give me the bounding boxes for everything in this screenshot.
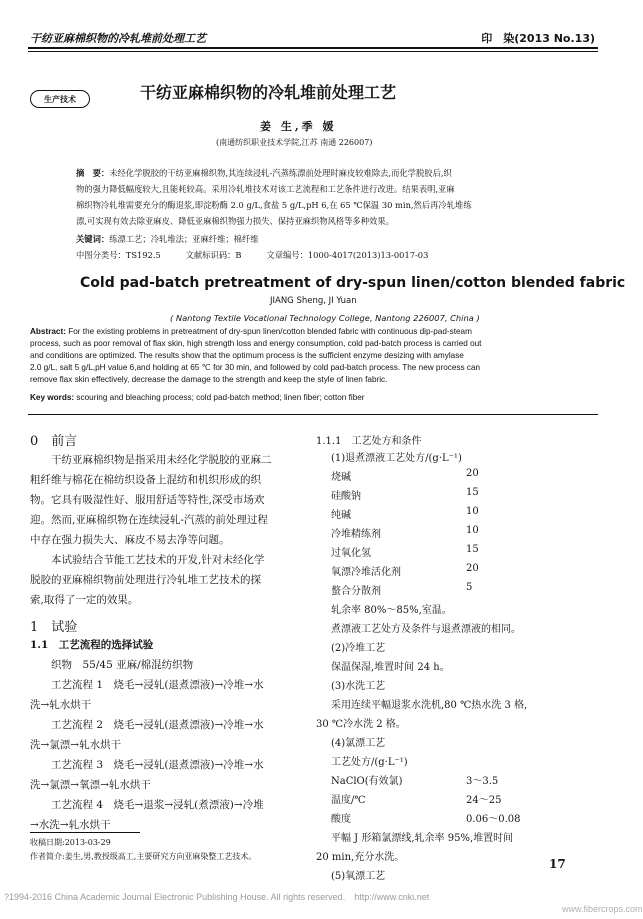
recipe-item-name: 过氧化氢 — [331, 548, 371, 559]
received-date: 收稿日期:2013-03-29 — [30, 838, 111, 847]
author-bio: 作者简介:姜生,男,教授级高工,主要研究方向亚麻染整工艺技术。 — [30, 852, 257, 861]
watermark: www.fibercrops.com — [562, 904, 643, 914]
flow-line: 工艺流程 2 烧毛→浸轧(退煮漂液)→冷堆→水 — [51, 719, 264, 731]
intro-line: 迎。然而,亚麻棉织物在连续浸轧-汽蒸的前处理过程 — [30, 514, 268, 526]
english-affiliation: ( Nantong Textile Vocational Technology College, Nantong 226007, China ) — [170, 313, 480, 323]
recipe-item-value: 15 — [466, 544, 479, 555]
flow-line: 工艺流程 4 烧毛→退浆→浸轧(煮漂液)→冷堆 — [51, 799, 264, 811]
recipe-item-name: 硅酸钠 — [331, 491, 361, 502]
english-abstract-line: remove flax skin effectively, decrease the damage to the strength and keep the style of linen fabric. — [30, 375, 388, 384]
section-1-heading: 1 试验 — [30, 620, 78, 635]
intro-line: 本试验结合节能工艺技术的开发,针对未经化学 — [51, 554, 265, 566]
intro-line: 干纺亚麻棉织物是指采用未经化学脱胶的亚麻二 — [51, 454, 272, 466]
flow-line: 洗→氯漂→轧水烘干 — [30, 739, 122, 751]
recipe-item-name: 烧碱 — [331, 472, 351, 483]
section-1-1-heading: 1.1 工艺流程的选择试验 — [30, 639, 154, 651]
recipe-3-heading: (3)水洗工艺 — [331, 681, 386, 692]
paper-affiliation: (南通纺织职业技术学院,江苏 南通 226007) — [216, 138, 373, 147]
intro-line: 中存在强力损失大、麻皮不易去净等问题。 — [30, 534, 230, 546]
recipe-item-value: 10 — [466, 525, 479, 536]
classification-line: 中图分类号：TS192.5 文献标识码：B 文章编号：1000-4017(2013)13-0017-03 — [76, 250, 429, 260]
abstract-cn-text: 未经化学脱胶的干纺亚麻棉织物,其连续浸轧-汽蒸练漂前处理时麻皮较难除去,而化学脱胶后,织 — [109, 168, 452, 178]
recipe-item-name: 温度/℃ — [331, 795, 366, 806]
english-authors: JIANG Sheng, JI Yuan — [270, 296, 357, 306]
abstract-cn-line: 漂,可实现有效去除亚麻皮、降低亚麻棉织物强力损失、保持亚麻织物风格等多种效果。 — [76, 216, 394, 226]
recipe-3-text: 采用连续平幅退浆水洗机,80 ℃热水洗 3 格, — [331, 700, 528, 711]
section-1-1-1-heading: 1.1.1 工艺处方和条件 — [316, 436, 422, 447]
recipe-item-value: 10 — [466, 506, 479, 517]
keywords-cn — [76, 232, 259, 248]
english-abstract-line: process, such as poor removal of flax skin, high strength loss and energy consumption, cold pad-batch process is carried out — [30, 339, 482, 348]
recipe-4-subheading: 工艺处方/(g·L⁻¹) — [331, 757, 408, 768]
recipe-item-name: 酸度 — [331, 814, 351, 825]
recipe-3-text: 30 ℃冷水洗 2 格。 — [316, 719, 406, 730]
english-keywords-label: Key words: — [30, 393, 75, 402]
keywords-cn-label: 关键词： — [76, 234, 110, 244]
flow-line: →水洗→轧水烘干 — [30, 819, 111, 831]
abstract-cn-line: 物的强力降低幅度较大,且能耗较高。采用冷轧堆技术对该工艺流程和工艺条件进行改进。结果表明,亚麻 — [76, 184, 455, 194]
running-header-title: 干纺亚麻棉织物的冷轧堆前处理工艺 — [30, 32, 206, 45]
recipe-item-name: 冷堆精练剂 — [331, 529, 381, 540]
abstract-cn-line: 棉织物冷轧堆需要充分的酶退浆,即淀粉酶 2.0 g/L,食盐 5 g/L,pH 6,在 65 ℃保温 30 min,然后再冷轧堆练 — [76, 200, 472, 210]
header-rule-thin — [28, 51, 598, 52]
section-0-heading: 0 前言 — [30, 434, 78, 449]
flow-line: 工艺流程 1 烧毛→浸轧(退煮漂液)→冷堆→水 — [51, 679, 264, 691]
recipe-5-heading: (5)氧漂工艺 — [331, 871, 386, 882]
english-abstract-line: and conditions are optimized. The results show that the optimum process is the sufficient enzyme desizing with amylase — [30, 351, 464, 360]
recipe-item-value: 3～3.5 — [466, 776, 499, 787]
page-number: 17 — [549, 857, 566, 871]
column-badge: 生产技术 — [30, 90, 90, 108]
recipe-2-text: 保温保湿,堆置时间 24 h。 — [331, 662, 450, 673]
recipe-item-value: 15 — [466, 487, 479, 498]
recipe-4-heading: (4)氯漂工艺 — [331, 738, 386, 749]
recipe-item-name: NaClO(有效氯) — [331, 776, 403, 787]
recipe-item-value: 24～25 — [466, 795, 502, 806]
recipe-item-name: 氧漂冷堆活化剂 — [331, 567, 401, 578]
footnote-rule — [30, 832, 140, 833]
intro-line: 物。它具有吸湿性好、服用舒适等特性,深受市场欢 — [30, 494, 265, 506]
english-title: Cold pad-batch pretreatment of dry-spun linen/cotton blended fabric — [80, 275, 626, 291]
flow-line: 工艺流程 3 烧毛→浸轧(退煮漂液)→冷堆→水 — [51, 759, 264, 771]
english-abstract-line: 2.0 g/L, salt 5 g/L,pH value 6,and holding at 65 ℃ for 30 min, and followed by cold pad-batch process. The new process can — [30, 363, 481, 372]
english-keywords — [30, 392, 365, 404]
intro-line: 脱胶的亚麻棉织物前处理进行冷轧堆工艺技术的探 — [30, 574, 261, 586]
intro-line: 索,取得了一定的效果。 — [30, 594, 139, 606]
english-abstract-label: Abstract: — [30, 327, 66, 336]
keywords-cn-text: 练漂工艺；冷轧堆法；亚麻纤维；棉纤维 — [109, 234, 259, 244]
recipe-item-value: 5 — [466, 582, 473, 593]
paper-authors: 姜 生,季 媛 — [260, 120, 337, 133]
section-divider — [28, 414, 598, 415]
abstract-cn-line — [76, 166, 452, 182]
recipe-item-value: 0.06～0.08 — [466, 814, 521, 825]
recipe-2-heading: (2)冷堆工艺 — [331, 643, 386, 654]
recipe-4-text: 平幅 J 形箱氯漂线,轧余率 95%,堆置时间 — [331, 833, 514, 844]
english-keywords-text: scouring and bleaching process; cold pad-batch method; linen fiber; cotton fiber — [76, 393, 365, 402]
recipe-item-name: 螯合分散剂 — [331, 586, 381, 597]
recipe-item-value: 20 — [466, 468, 479, 479]
recipe-1-note: 轧余率 80%～85%,室温。 — [331, 605, 452, 616]
header-rule — [28, 47, 598, 49]
recipe-4-text: 20 min,充分水洗。 — [316, 852, 405, 863]
recipe-1-note: 煮漂液工艺处方及条件与退煮漂液的相同。 — [331, 624, 521, 635]
recipe-1-heading: (1)退煮漂液工艺处方/(g·L⁻¹) — [331, 453, 462, 464]
abstract-cn-label: 摘 要： — [76, 168, 110, 178]
paper-title: 干纺亚麻棉织物的冷轧堆前处理工艺 — [140, 83, 397, 102]
flow-line: 洗→轧水烘干 — [30, 699, 92, 711]
copyright-footer: ?1994-2016 China Academic Journal Electronic Publishing House. All rights reserved. http://www.cnki.net — [4, 892, 430, 902]
flow-line: 洗→氯漂→氧漂→轧水烘干 — [30, 779, 151, 791]
intro-line: 粗纤维与棉花在棉纺织设备上混纺和机织形成的织 — [30, 474, 261, 486]
recipe-item-value: 20 — [466, 563, 479, 574]
english-abstract-line — [30, 326, 472, 338]
english-abstract-text: For the existing problems in pretreatment of dry-spun linen/cotton blended fabric with continuous dip-pad-steam — [68, 327, 472, 336]
running-header-issue: 印 染(2013 No.13) — [481, 32, 595, 45]
recipe-item-name: 纯碱 — [331, 510, 351, 521]
fabric-line: 织物 55/45 亚麻/棉混纺织物 — [51, 659, 194, 671]
